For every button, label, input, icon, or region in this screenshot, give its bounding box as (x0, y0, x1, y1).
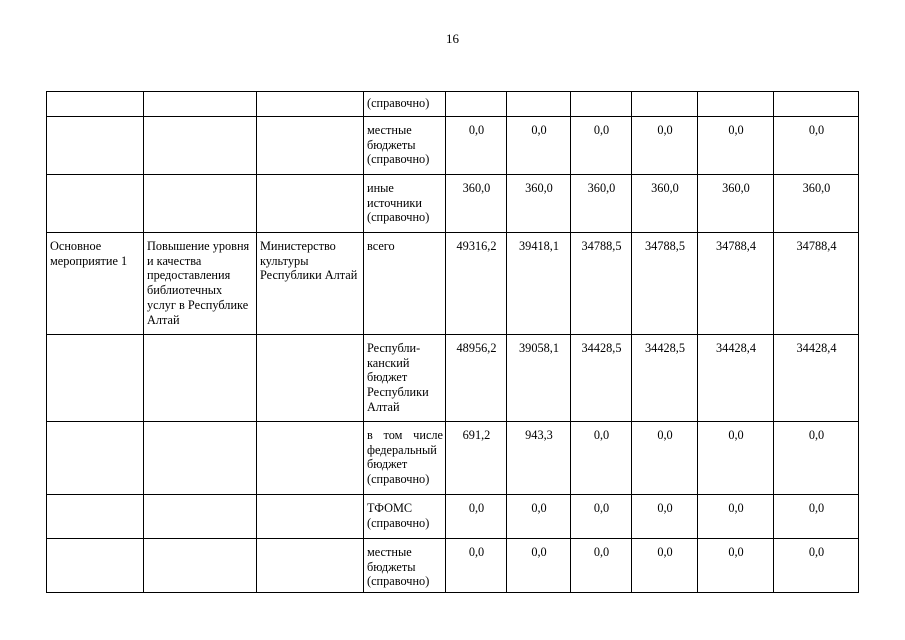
table-row (47, 233, 859, 335)
value-cell: 360,0 (571, 175, 632, 233)
activity-name-cell: Повышение уровня и качества предоставления библиотечных услуг в Республике Алтай (144, 233, 257, 335)
funding-source-cell: Республи-канский бюджет Республики Алтай (364, 335, 446, 422)
funding-source-cell: местные бюджеты (справочно) (364, 117, 446, 175)
value-cell: 360,0 (446, 175, 507, 233)
table-row (47, 335, 859, 422)
activity-name-cell (144, 175, 257, 233)
table-row (47, 117, 859, 175)
value-cell: 0,0 (698, 539, 774, 593)
value-cell: 691,2 (446, 422, 507, 495)
value-cell: 0,0 (571, 117, 632, 175)
value-cell: 0,0 (507, 539, 571, 593)
value-cell: 0,0 (698, 117, 774, 175)
activity-cell (47, 539, 144, 593)
value-cell: 0,0 (507, 495, 571, 539)
value-cell: 0,0 (774, 422, 859, 495)
value-cell: 34788,4 (698, 233, 774, 335)
activity-name-cell (144, 422, 257, 495)
value-cell (632, 92, 698, 117)
value-cell (698, 92, 774, 117)
value-cell: 48956,2 (446, 335, 507, 422)
table-row (47, 175, 859, 233)
value-cell: 360,0 (632, 175, 698, 233)
value-cell: 0,0 (446, 539, 507, 593)
value-cell: 0,0 (446, 495, 507, 539)
funding-table (46, 91, 859, 593)
executor-cell (257, 117, 364, 175)
funding-source-cell: ТФОМС (справочно) (364, 495, 446, 539)
value-cell: 34428,5 (571, 335, 632, 422)
value-cell: 0,0 (446, 117, 507, 175)
value-cell: 0,0 (698, 422, 774, 495)
value-cell: 34788,5 (571, 233, 632, 335)
value-cell: 0,0 (507, 117, 571, 175)
activity-name-cell (144, 92, 257, 117)
value-cell: 0,0 (632, 117, 698, 175)
executor-cell (257, 422, 364, 495)
value-cell: 360,0 (507, 175, 571, 233)
value-cell (507, 92, 571, 117)
funding-source-cell: местные бюджеты (справочно) (364, 539, 446, 593)
value-cell: 360,0 (774, 175, 859, 233)
value-cell: 0,0 (571, 495, 632, 539)
activity-cell (47, 117, 144, 175)
funding-source-cell: в том числе федеральный бюджет (справочно) (364, 422, 446, 495)
value-cell (571, 92, 632, 117)
activity-cell (47, 335, 144, 422)
value-cell: 0,0 (774, 539, 859, 593)
value-cell: 943,3 (507, 422, 571, 495)
value-cell: 0,0 (774, 495, 859, 539)
value-cell: 34428,5 (632, 335, 698, 422)
value-cell: 0,0 (774, 117, 859, 175)
table-row (47, 495, 859, 539)
value-cell: 39418,1 (507, 233, 571, 335)
executor-cell: Министерство культуры Республики Алтай (257, 233, 364, 335)
activity-cell: Основное мероприятие 1 (47, 233, 144, 335)
activity-name-cell (144, 495, 257, 539)
value-cell: 0,0 (571, 422, 632, 495)
activity-cell (47, 422, 144, 495)
value-cell: 0,0 (632, 422, 698, 495)
executor-cell (257, 539, 364, 593)
table-row (47, 422, 859, 495)
activity-cell (47, 495, 144, 539)
funding-source-cell: (справочно) (364, 92, 446, 117)
executor-cell (257, 495, 364, 539)
value-cell: 0,0 (571, 539, 632, 593)
value-cell: 39058,1 (507, 335, 571, 422)
value-cell: 0,0 (632, 495, 698, 539)
activity-cell (47, 175, 144, 233)
activity-name-cell (144, 117, 257, 175)
value-cell: 34788,4 (774, 233, 859, 335)
value-cell: 49316,2 (446, 233, 507, 335)
funding-source-cell: иные источники (справочно) (364, 175, 446, 233)
value-cell: 0,0 (632, 539, 698, 593)
value-cell (446, 92, 507, 117)
value-cell: 360,0 (698, 175, 774, 233)
value-cell: 0,0 (698, 495, 774, 539)
value-cell: 34788,5 (632, 233, 698, 335)
executor-cell (257, 92, 364, 117)
activity-cell (47, 92, 144, 117)
value-cell (774, 92, 859, 117)
value-cell: 34428,4 (774, 335, 859, 422)
table-row (47, 539, 859, 593)
executor-cell (257, 175, 364, 233)
table-row (47, 92, 859, 117)
page-number: 16 (446, 31, 459, 46)
value-cell: 34428,4 (698, 335, 774, 422)
activity-name-cell (144, 539, 257, 593)
activity-name-cell (144, 335, 257, 422)
funding-source-cell: всего (364, 233, 446, 335)
executor-cell (257, 335, 364, 422)
